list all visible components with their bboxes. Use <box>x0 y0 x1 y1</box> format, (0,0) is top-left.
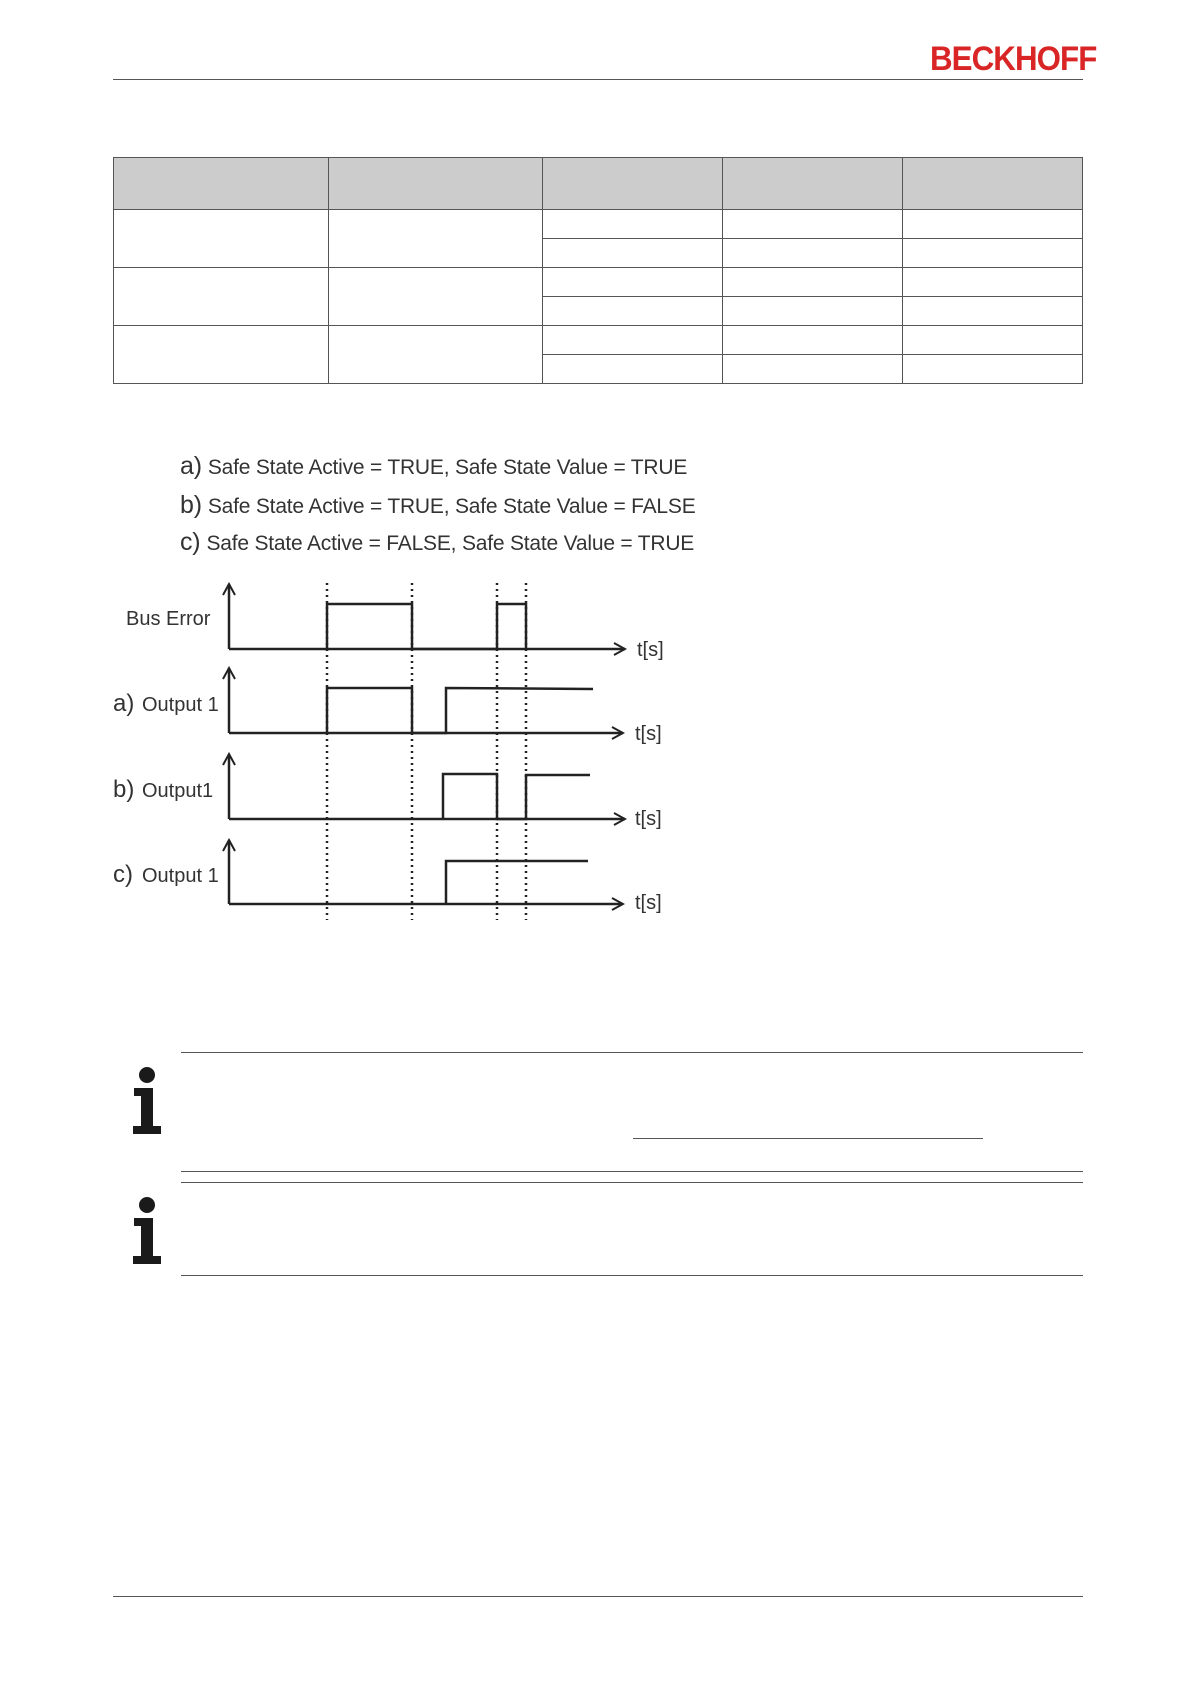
output-c-axis-label: t[s] <box>635 892 662 914</box>
beckhoff-logo: BECKHOFF <box>930 40 1097 78</box>
note-2-bottom-rule <box>181 1275 1083 1276</box>
output-c-signal <box>446 861 588 904</box>
note-2-top-rule <box>181 1182 1083 1183</box>
output-a-letter: a) <box>113 690 135 717</box>
output-b-label: Output1 <box>142 780 214 802</box>
legend-text: Safe State Active = FALSE, Safe State Value = TRUE <box>206 532 695 555</box>
footer-rule <box>113 1596 1083 1597</box>
info-icon <box>131 1066 163 1134</box>
output-b-axis-label: t[s] <box>635 808 662 830</box>
note-1-bottom-rule <box>181 1171 1083 1172</box>
output-a-axis-label: t[s] <box>635 723 662 745</box>
output-c-letter: c) <box>113 861 133 888</box>
bus-error-signal <box>327 604 526 649</box>
output-a-label: Output 1 <box>142 694 219 716</box>
bus-error-label: Bus Error <box>126 608 211 630</box>
info-icon <box>131 1196 163 1264</box>
legend-text: Safe State Active = TRUE, Safe State Value = FALSE <box>207 495 696 518</box>
output-b-signal <box>443 774 590 819</box>
note-1-top-rule <box>181 1052 1083 1053</box>
legend-letter: c) <box>180 528 201 556</box>
legend-text: Safe State Active = TRUE, Safe State Value = TRUE <box>207 456 688 479</box>
output-a-signal <box>327 688 593 733</box>
output-b-letter: b) <box>113 776 135 803</box>
note-1-link-underline <box>633 1138 983 1139</box>
legend-letter: a) <box>180 452 202 480</box>
output-c-label: Output 1 <box>142 865 219 887</box>
bus-error-axis-label: t[s] <box>637 639 664 661</box>
legend-letter: b) <box>180 491 202 519</box>
